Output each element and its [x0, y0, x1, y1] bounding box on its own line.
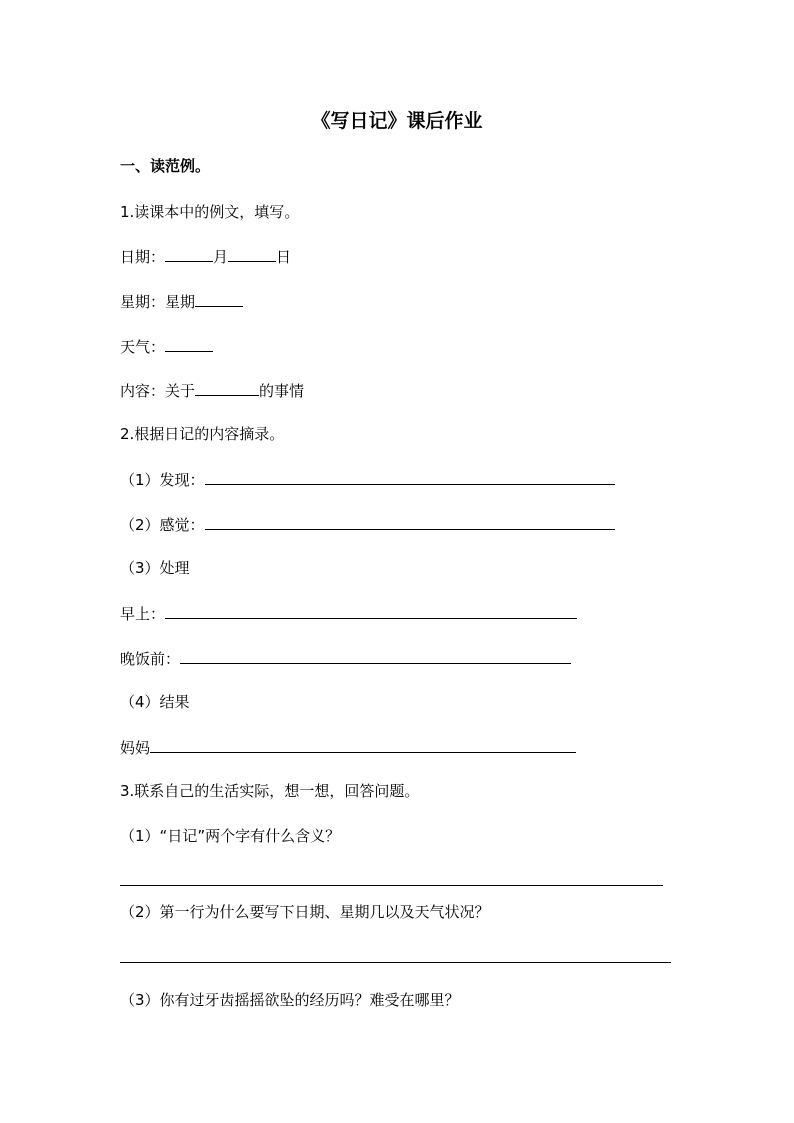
- weather-blank[interactable]: [165, 336, 213, 352]
- discover-label: （1）发现：: [120, 471, 205, 489]
- question-3-sub1: （1）“日记”两个字有什么含义？: [120, 827, 341, 845]
- question-1-prompt: 1.读课本中的例文，填写。: [120, 203, 300, 221]
- date-row: [120, 246, 291, 267]
- question-3-sub2: （2）第一行为什么要写下日期、星期几以及天气状况？: [120, 903, 490, 921]
- morning-label: 早上：: [120, 605, 166, 623]
- answer-line-2[interactable]: [120, 962, 671, 963]
- discover-blank[interactable]: [205, 469, 615, 485]
- weather-row: [120, 336, 213, 357]
- content-suffix: 的事情: [259, 382, 305, 400]
- weekday-row: [120, 291, 243, 312]
- result-label: （4）结果: [120, 693, 190, 711]
- month-blank[interactable]: [165, 246, 213, 262]
- morning-blank[interactable]: [165, 603, 577, 619]
- day-blank[interactable]: [228, 246, 276, 262]
- month-label: 月: [213, 248, 229, 266]
- content-label: 内容：关于: [120, 382, 196, 400]
- mom-label: 妈妈: [120, 739, 151, 757]
- handle-label: （3）处理: [120, 559, 190, 577]
- question-2-prompt: 2.根据日记的内容摘录。: [120, 425, 285, 443]
- before-dinner-row: [120, 648, 571, 669]
- before-dinner-label: 晚饭前：: [120, 650, 181, 668]
- before-dinner-blank[interactable]: [180, 648, 571, 664]
- page-title: 《写日记》课后作业: [311, 110, 483, 132]
- answer-line-1[interactable]: [120, 885, 663, 886]
- section-heading: 一、读范例。: [120, 157, 211, 175]
- feeling-blank[interactable]: [205, 514, 615, 530]
- weekday-blank[interactable]: [195, 291, 243, 307]
- question-3-sub3: （3）你有过牙齿摇摇欲坠的经历吗？难受在哪里？: [120, 991, 460, 1009]
- day-label: 日: [276, 248, 292, 266]
- weekday-label: 星期：星期: [120, 293, 196, 311]
- feeling-label: （2）感觉：: [120, 516, 205, 534]
- mom-blank[interactable]: [150, 737, 576, 753]
- content-blank[interactable]: [195, 380, 259, 396]
- date-label: 日期：: [120, 248, 166, 266]
- feeling-row: [120, 514, 615, 535]
- mom-row: [120, 737, 576, 758]
- weather-label: 天气：: [120, 338, 166, 356]
- content-row: [120, 380, 304, 401]
- question-3-prompt: 3.联系自己的生活实际，想一想，回答问题。: [120, 782, 420, 800]
- morning-row: [120, 603, 577, 624]
- discover-row: [120, 469, 615, 490]
